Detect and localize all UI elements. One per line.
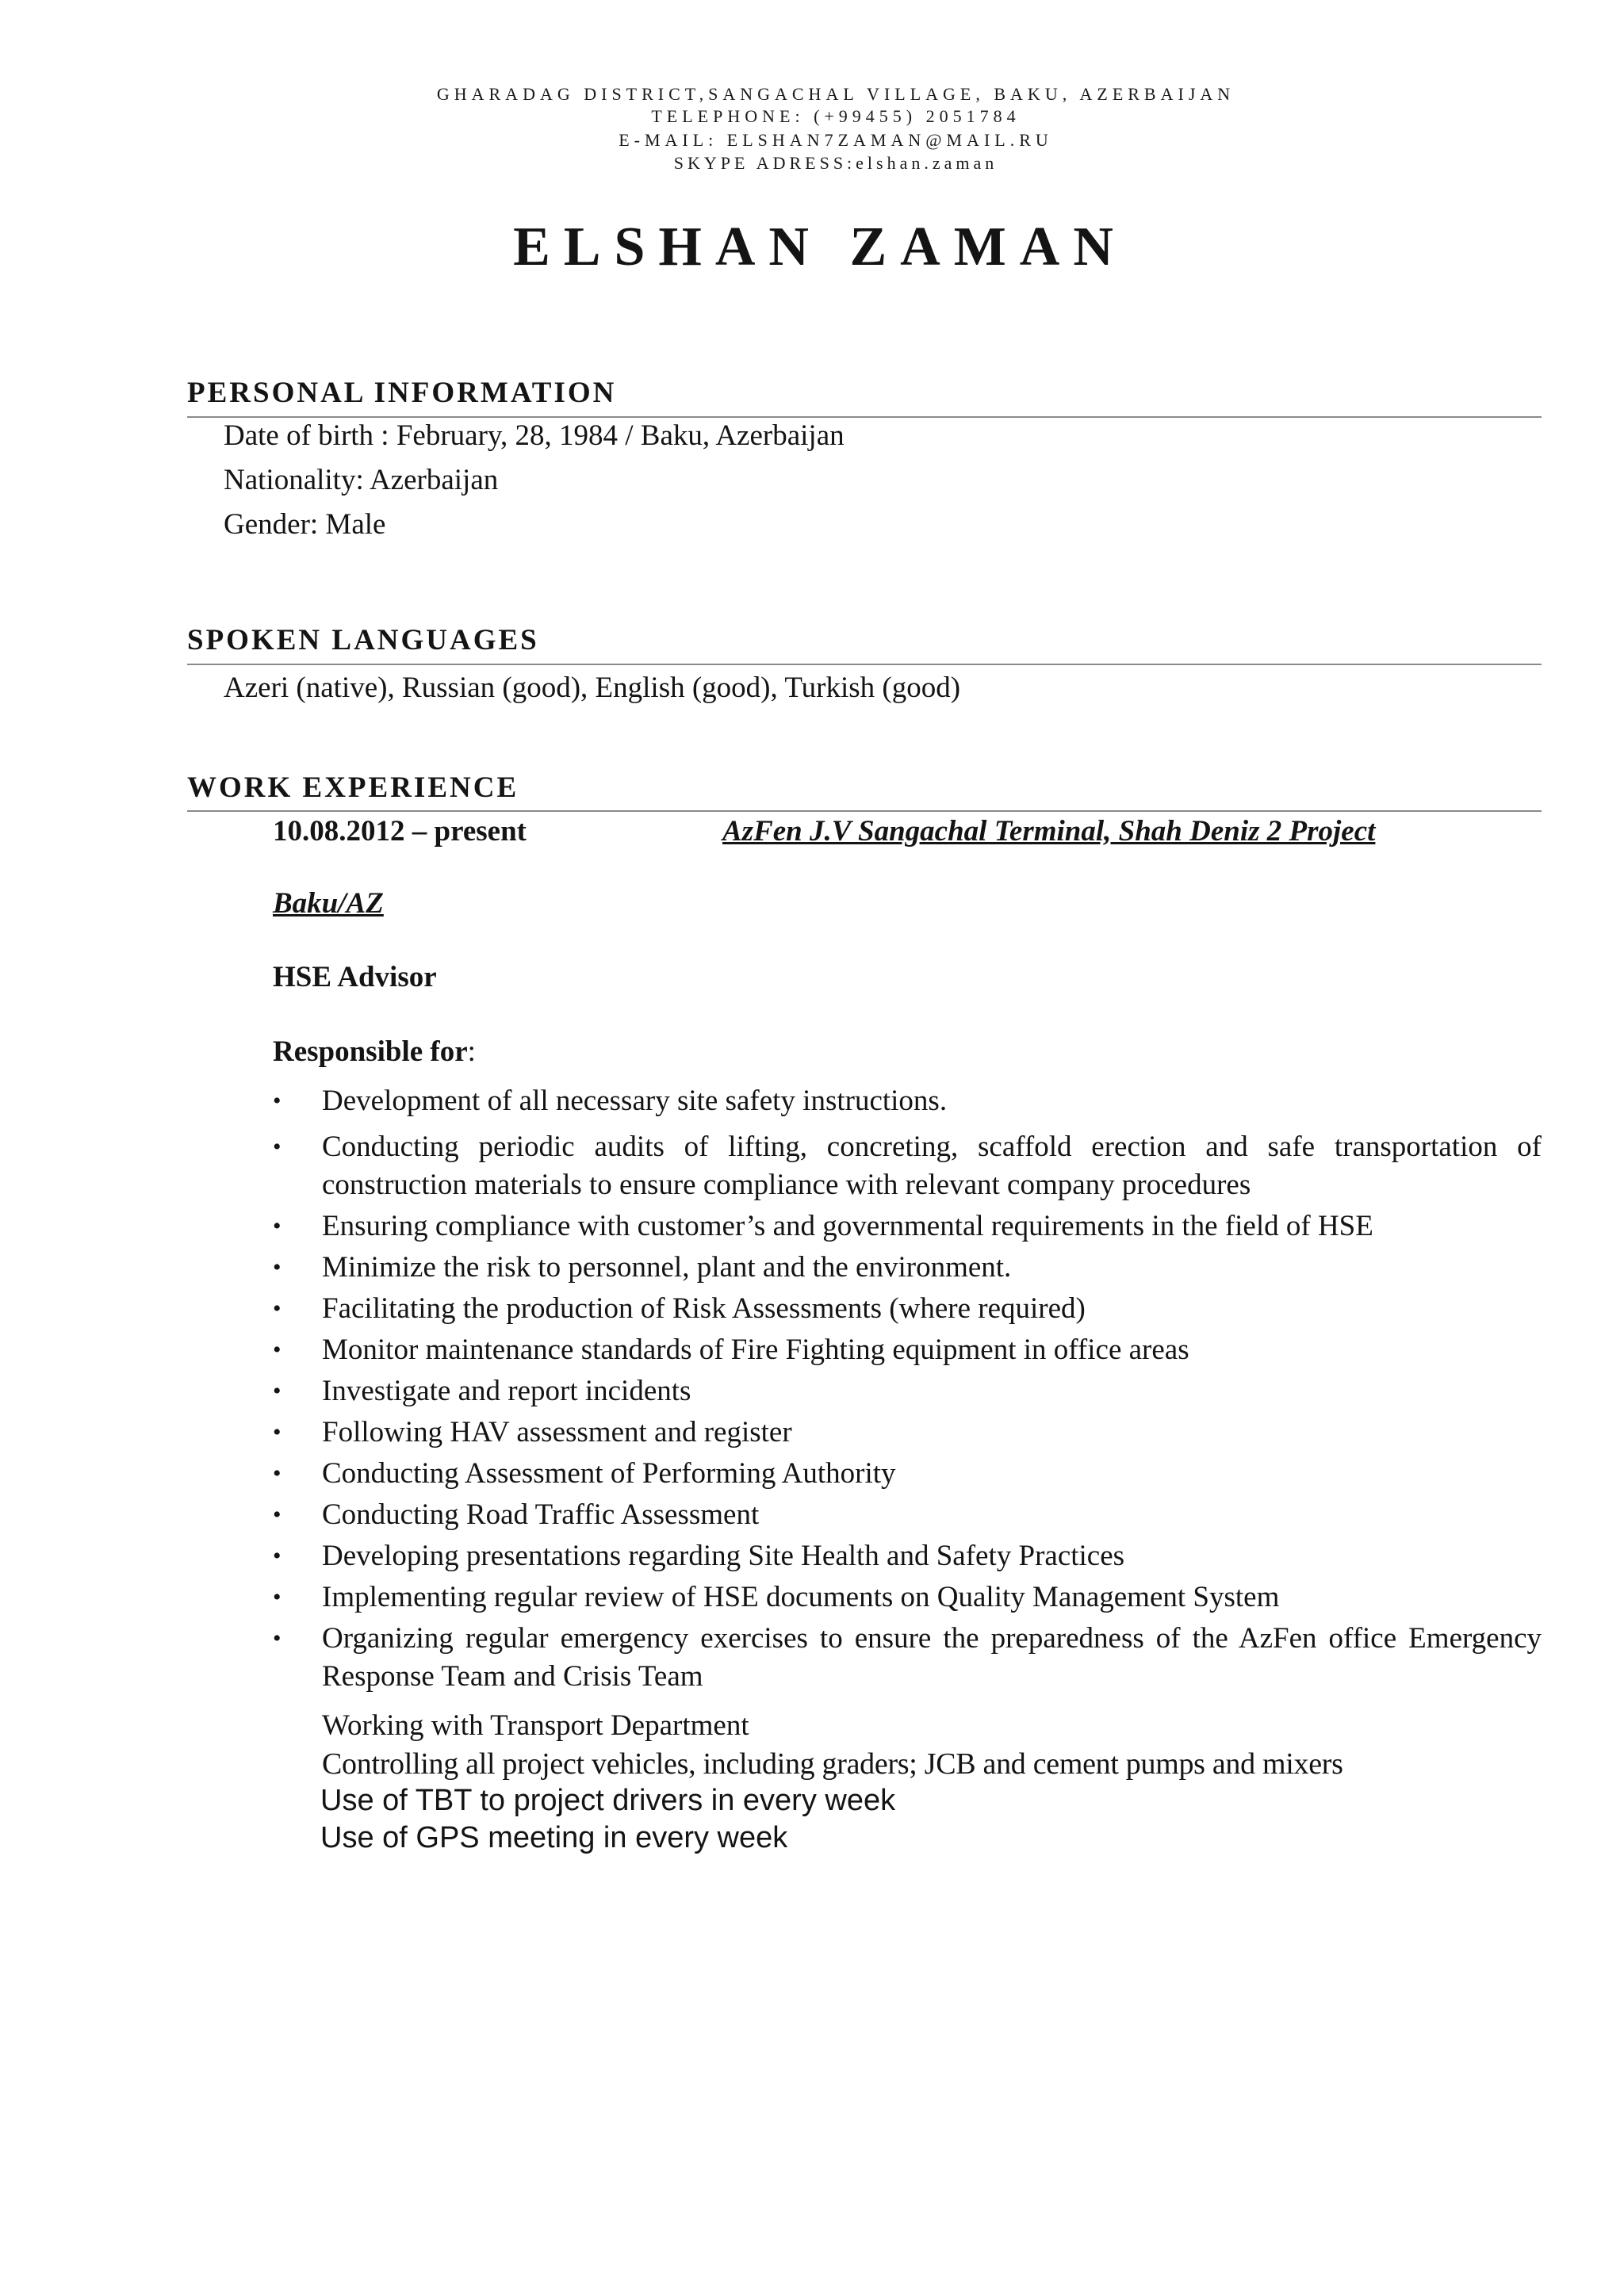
responsibilities-list: [273, 1082, 1542, 1699]
job-date-range: 10.08.2012 – present: [273, 815, 527, 848]
bullet-icon: •: [273, 1088, 282, 1114]
list-item-text: Conducting Assessment of Performing Authority: [322, 1457, 896, 1490]
list-item: [273, 1537, 1542, 1575]
job-location: Baku/AZ: [273, 887, 384, 920]
bullet-icon: •: [273, 1543, 282, 1569]
list-item-text: Development of all necessary site safety instructions.: [322, 1085, 948, 1117]
responsibilities-label: Responsible for: [273, 1035, 468, 1068]
list-item-text: Minimize the risk to personnel, plant and the environment.: [322, 1251, 1012, 1284]
tbt-line: Use of TBT to project drivers in every week: [320, 1784, 896, 1817]
bullet-icon: •: [273, 1134, 282, 1160]
list-item-text: Implementing regular review of HSE documents on Quality Management System: [322, 1581, 1280, 1613]
list-item: [273, 1372, 1542, 1410]
list-item: [273, 1207, 1542, 1246]
list-item-text: Conducting periodic audits of lifting, concreting, scaffold erection and safe transportation of construction materials to ensure compliance with relevant company procedures: [322, 1131, 1542, 1201]
contact-email: E-MAIL: ELSHAN7ZAMAN@MAIL.RU: [619, 130, 1053, 150]
candidate-name: ELSHAN ZAMAN: [513, 216, 1127, 277]
bullet-icon: •: [273, 1584, 282, 1610]
bullet-icon: •: [273, 1295, 282, 1322]
list-item-text: Investigate and report incidents: [322, 1375, 691, 1407]
bullet-icon: •: [273, 1337, 282, 1363]
list-item-text: Monitor maintenance standards of Fire Fighting equipment in office areas: [322, 1334, 1189, 1366]
list-item-text: Following HAV assessment and register: [322, 1416, 792, 1448]
list-item: [273, 1620, 1542, 1696]
section-divider: [187, 416, 1542, 418]
personal-gender: Gender: Male: [224, 508, 386, 541]
transport-department-line: Working with Transport Department: [322, 1709, 749, 1742]
vehicles-line: Controlling all project vehicles, including graders; JCB and cement pumps and mixers: [322, 1747, 1343, 1781]
contact-telephone: TELEPHONE: (+99455) 2051784: [651, 106, 1021, 126]
section-title-languages: SPOKEN LANGUAGES: [187, 624, 539, 656]
gps-line: Use of GPS meeting in every week: [320, 1821, 788, 1854]
list-item: [273, 1290, 1542, 1328]
bullet-icon: •: [273, 1625, 282, 1651]
list-item: [273, 1496, 1542, 1534]
list-item-text: Conducting Road Traffic Assessment: [322, 1498, 760, 1531]
bullet-icon: •: [273, 1502, 282, 1528]
list-item-text: Ensuring compliance with customer’s and governmental requirements in the field of HSE: [322, 1210, 1373, 1242]
languages-list: Azeri (native), Russian (good), English (good), Turkish (good): [224, 672, 961, 704]
list-item-text: Developing presentations regarding Site Health and Safety Practices: [322, 1540, 1125, 1572]
list-item-text: Organizing regular emergency exercises to ensure the preparedness of the AzFen office Emergency Response Team and Crisis Team: [322, 1622, 1542, 1693]
list-item: [273, 1082, 1542, 1120]
responsibilities-colon: :: [467, 1035, 476, 1068]
bullet-icon: •: [273, 1254, 282, 1280]
bullet-icon: •: [273, 1460, 282, 1487]
contact-skype: SKYPE ADRESS:elshan.zaman: [673, 153, 998, 173]
list-item: [273, 1455, 1542, 1493]
bullet-icon: •: [273, 1419, 282, 1445]
list-item: [273, 1128, 1542, 1204]
section-title-work: WORK EXPERIENCE: [187, 771, 519, 804]
personal-nationality: Nationality: Azerbaijan: [224, 464, 499, 496]
section-divider: [187, 810, 1542, 812]
bullet-icon: •: [273, 1213, 282, 1239]
list-item-text: Facilitating the production of Risk Assessments (where required): [322, 1292, 1086, 1325]
bullet-icon: •: [273, 1378, 282, 1404]
section-divider: [187, 664, 1542, 665]
list-item: [273, 1249, 1542, 1287]
personal-date-of-birth: Date of birth : February, 28, 1984 / Baku, Azerbaijan: [224, 419, 845, 452]
section-title-personal: PERSONAL INFORMATION: [187, 377, 617, 409]
contact-address: GHARADAG DISTRICT,SANGACHAL VILLAGE, BAKU, AZERBAIJAN: [436, 84, 1235, 104]
responsibilities-heading: [273, 1035, 476, 1069]
list-item: [273, 1578, 1542, 1617]
list-item: [273, 1331, 1542, 1369]
job-title: HSE Advisor: [273, 961, 437, 993]
job-employer: AzFen J.V Sangachal Terminal, Shah Deniz 2 Project: [722, 815, 1376, 848]
list-item: [273, 1414, 1542, 1452]
